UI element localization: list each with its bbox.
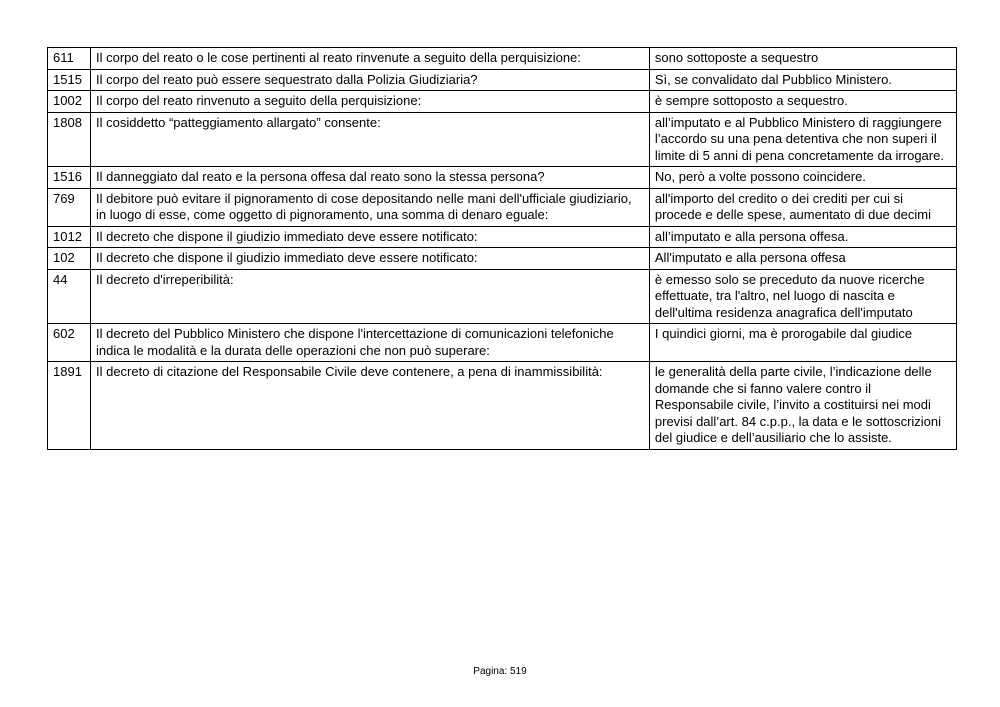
question-cell: Il corpo del reato o le cose pertinenti al reato rinvenute a seguito della perquisizione: <box>90 48 649 70</box>
answer-cell: No, però a volte possono coincidere. <box>649 167 956 189</box>
answer-cell: all'importo del credito o dei crediti per cui si procede e delle spese, aumentato di due decimi <box>649 188 956 226</box>
row-id-cell: 44 <box>48 269 91 324</box>
row-id-cell: 769 <box>48 188 91 226</box>
table-row <box>48 362 957 450</box>
answer-cell: Sì, se convalidato dal Pubblico Ministero. <box>649 69 956 91</box>
answer-cell: All'imputato e alla persona offesa <box>649 248 956 270</box>
table-row <box>48 48 957 70</box>
page-number: Pagina: 519 <box>473 666 527 677</box>
row-id-cell: 1515 <box>48 69 91 91</box>
question-cell: Il corpo del reato può essere sequestrato dalla Polizia Giudiziaria? <box>90 69 649 91</box>
table-row <box>48 112 957 167</box>
question-cell: Il corpo del reato rinvenuto a seguito della perquisizione: <box>90 91 649 113</box>
table-row <box>48 167 957 189</box>
row-id-cell: 1516 <box>48 167 91 189</box>
question-cell: Il decreto che dispone il giudizio immediato deve essere notificato: <box>90 248 649 270</box>
answer-cell: all’imputato e alla persona offesa. <box>649 226 956 248</box>
answer-cell: I quindici giorni, ma è prorogabile dal giudice <box>649 324 956 362</box>
table-row <box>48 91 957 113</box>
table-row <box>48 248 957 270</box>
question-table <box>47 47 957 450</box>
table-row <box>48 69 957 91</box>
table-row <box>48 324 957 362</box>
question-cell: Il debitore può evitare il pignoramento di cose depositando nelle mani dell'ufficiale giudiziario, in luogo di esse, come oggetto di pignoramento, una somma di denaro eguale: <box>90 188 649 226</box>
row-id-cell: 602 <box>48 324 91 362</box>
row-id-cell: 1002 <box>48 91 91 113</box>
row-id-cell: 1808 <box>48 112 91 167</box>
table-row <box>48 226 957 248</box>
question-cell: Il danneggiato dal reato e la persona offesa dal reato sono la stessa persona? <box>90 167 649 189</box>
question-cell: Il decreto che dispone il giudizio immediato deve essere notificato: <box>90 226 649 248</box>
answer-cell: è sempre sottoposto a sequestro. <box>649 91 956 113</box>
table-row <box>48 188 957 226</box>
page-footer <box>0 666 1000 678</box>
question-table-body <box>48 48 957 450</box>
row-id-cell: 1891 <box>48 362 91 450</box>
row-id-cell: 1012 <box>48 226 91 248</box>
answer-cell: è emesso solo se preceduto da nuove ricerche effettuate, tra l'altro, nel luogo di nascita e dell'ultima residenza anagrafica dell'imputato <box>649 269 956 324</box>
answer-cell: sono sottoposte a sequestro <box>649 48 956 70</box>
question-cell: Il decreto d'irreperibilità: <box>90 269 649 324</box>
question-cell: Il cosiddetto “patteggiamento allargato” consente: <box>90 112 649 167</box>
answer-cell: le generalità della parte civile, l’indicazione delle domande che si fanno valere contro il Responsabile civile, l’invito a costituirsi nei modi previsi dall’art. 84 c.p.p., la data e le sottoscrizioni del giudice e dell’ausiliario che lo assiste. <box>649 362 956 450</box>
question-cell: Il decreto del Pubblico Ministero che dispone l'intercettazione di comunicazioni telefoniche indica le modalità e la durata delle operazioni che non può superare: <box>90 324 649 362</box>
question-cell: Il decreto di citazione del Responsabile Civile deve contenere, a pena di inammissibilità: <box>90 362 649 450</box>
row-id-cell: 611 <box>48 48 91 70</box>
table-row <box>48 269 957 324</box>
answer-cell: all’imputato e al Pubblico Ministero di raggiungere l’accordo su una pena detentiva che non superi il limite di 5 anni di pena concretamente da irrogare. <box>649 112 956 167</box>
row-id-cell: 102 <box>48 248 91 270</box>
